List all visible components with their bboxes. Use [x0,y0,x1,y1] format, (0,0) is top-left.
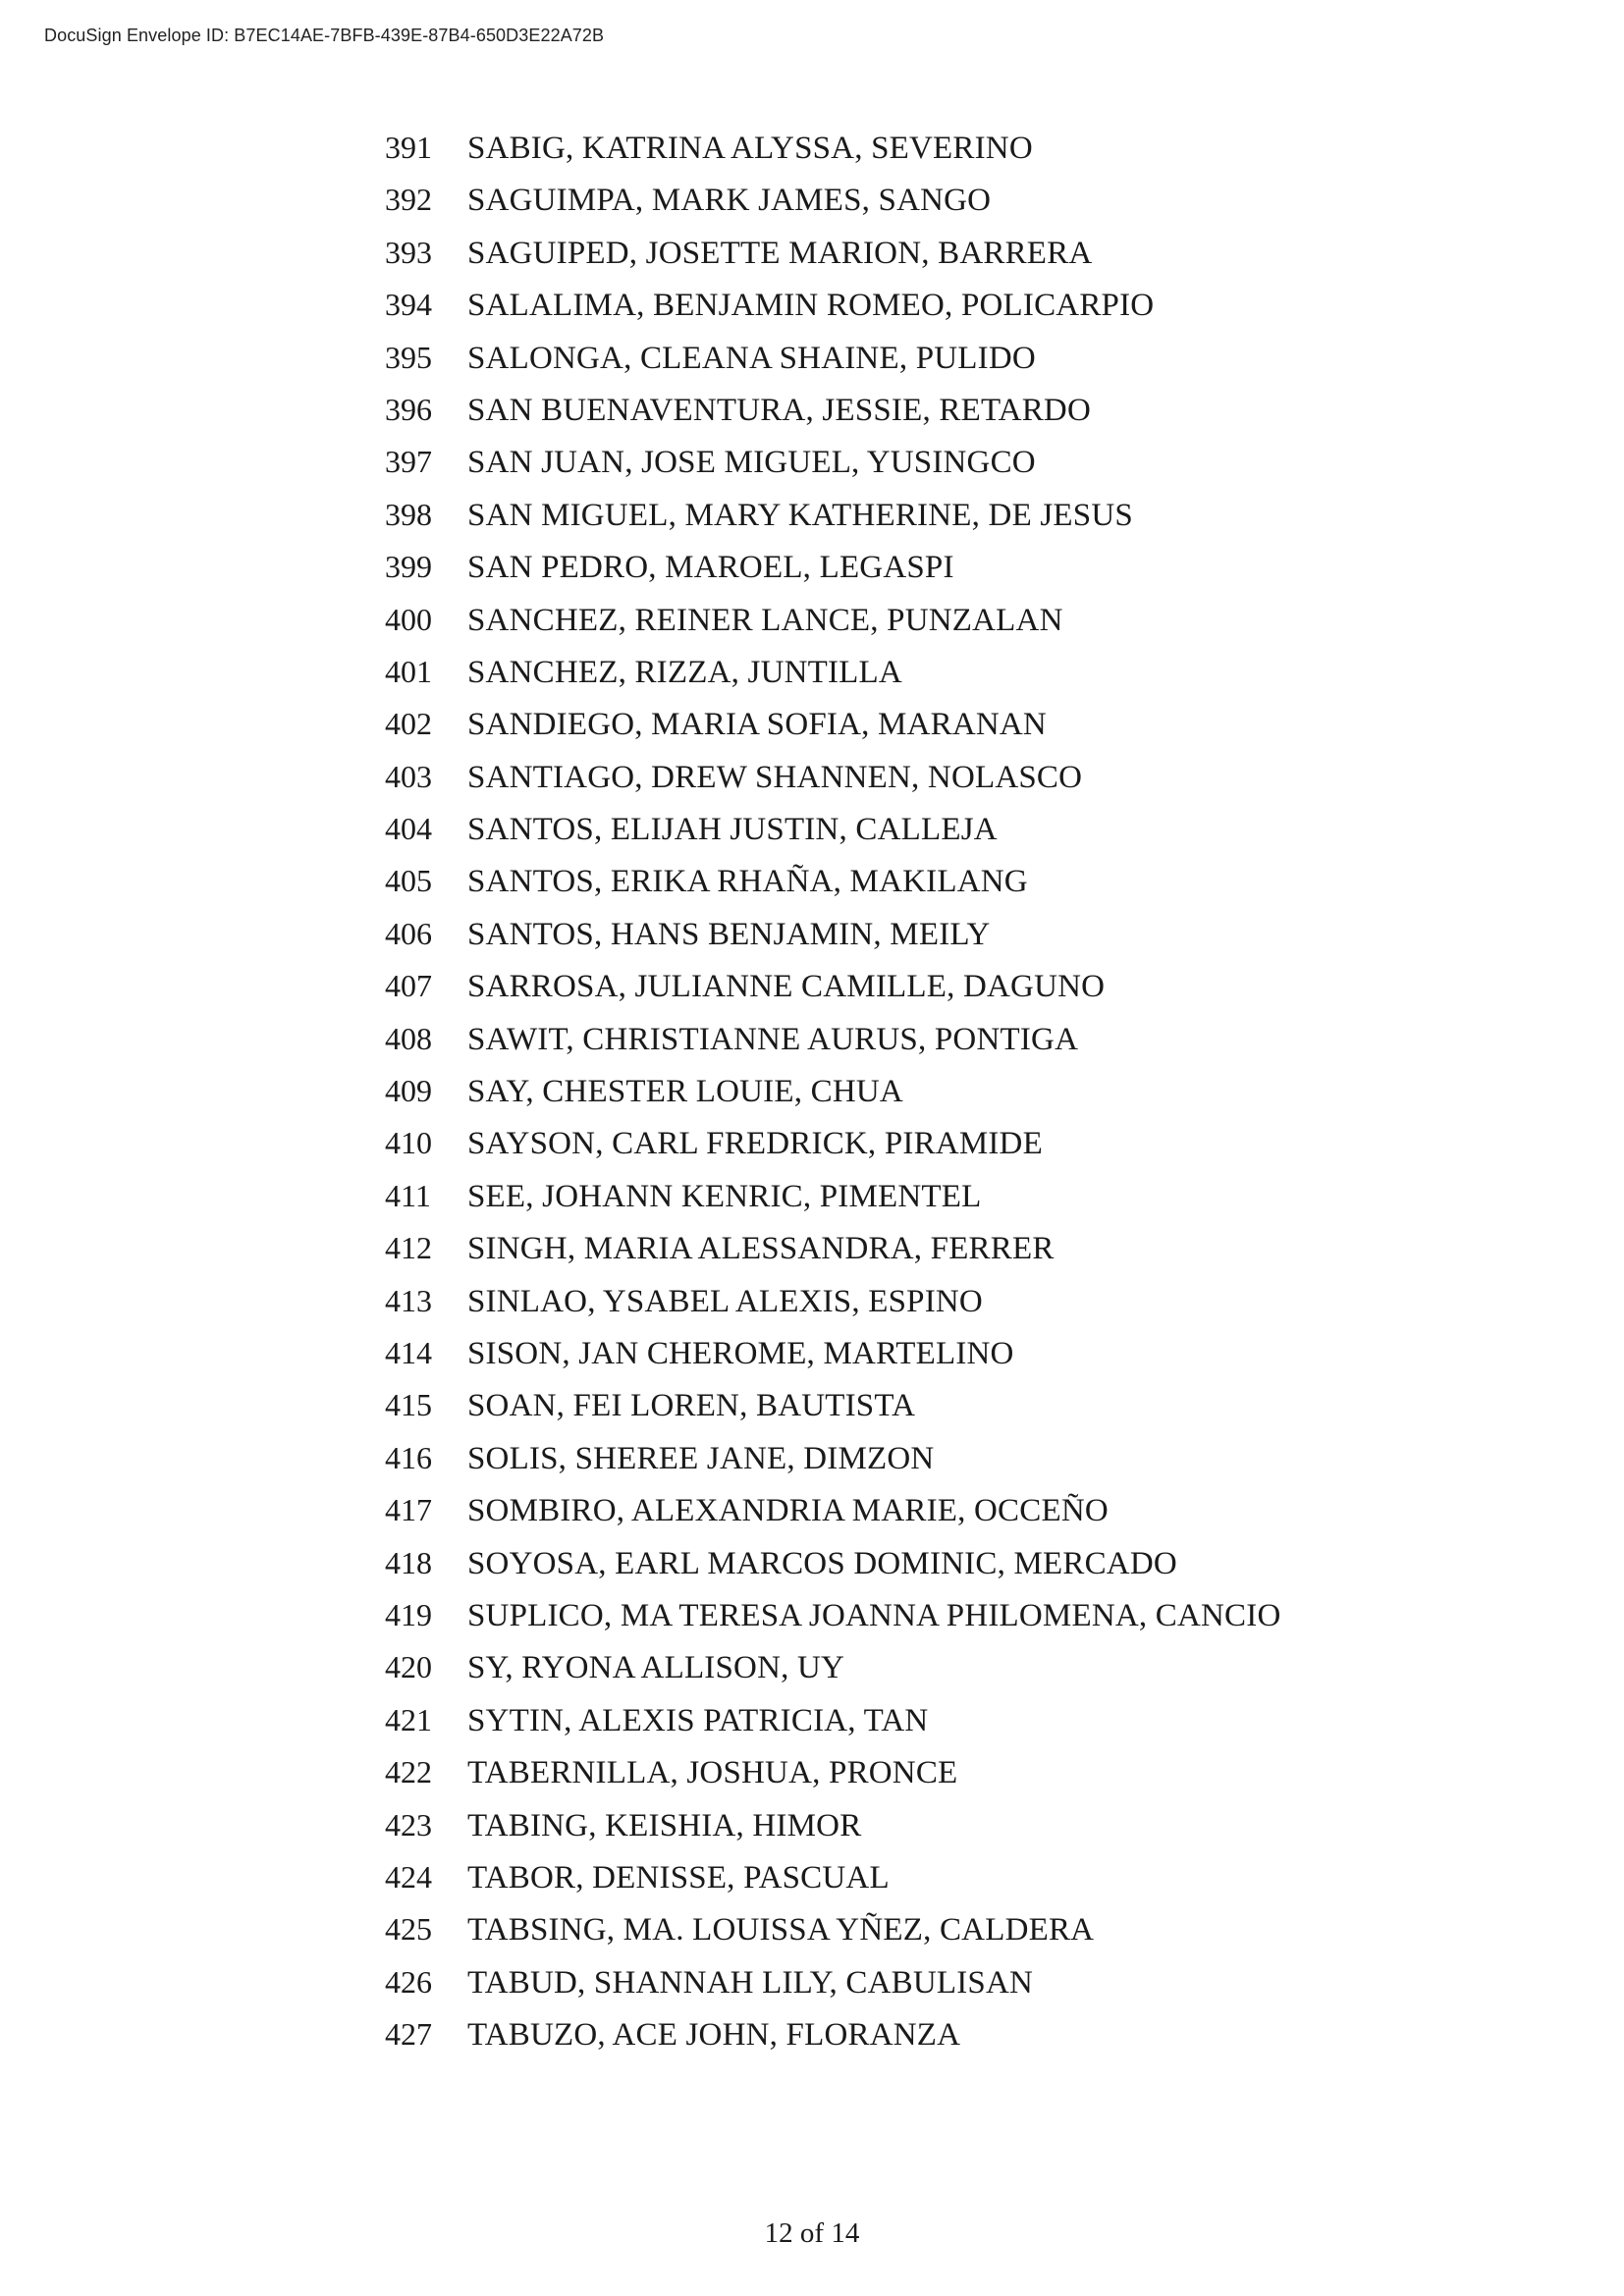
entry-name: SANTIAGO, DREW SHANNEN, NOLASCO [467,759,1083,795]
entry-number: 393 [385,234,432,270]
entry-name: SOAN, FEI LOREN, BAUTISTA [467,1388,916,1424]
list-item [385,384,1281,436]
entry-name: SY, RYONA ALLISON, UY [467,1650,845,1686]
entry-number: 399 [385,549,432,585]
list-item [385,960,1281,1012]
page-number: 12 of 14 [764,2217,860,2249]
entry-name: SARROSA, JULIANNE CAMILLE, DAGUNO [467,969,1106,1005]
list-item [385,1170,1281,1222]
entry-number: 396 [385,391,432,427]
entry-name: SAN MIGUEL, MARY KATHERINE, DE JESUS [467,497,1133,533]
list-item [385,646,1281,698]
list-item [385,541,1281,593]
list-item [385,1851,1281,1903]
entry-number: 424 [385,1858,432,1895]
entry-number: 421 [385,1701,432,1737]
entry-name: TABSING, MA. LOUISSA YÑEZ, CALDERA [467,1912,1095,1949]
list-item [385,1956,1281,2008]
list-item [385,122,1281,174]
entry-number: 398 [385,496,432,532]
entry-number: 400 [385,601,432,637]
entry-number: 409 [385,1073,432,1109]
entry-name: TABUD, SHANNAH LILY, CABULISAN [467,1964,1034,2001]
entry-name: SANTOS, ELIJAH JUSTIN, CALLEJA [467,812,998,848]
list-item [385,803,1281,855]
name-list [385,122,1281,2060]
list-item [385,174,1281,226]
entry-name: SANTOS, HANS BENJAMIN, MEILY [467,916,991,952]
list-item [385,1641,1281,1693]
entry-number: 413 [385,1282,432,1318]
list-item [385,1117,1281,1169]
entry-number: 426 [385,1963,432,2000]
list-item [385,1799,1281,1851]
entry-number: 408 [385,1020,432,1056]
entry-number: 420 [385,1649,432,1685]
list-item [385,1589,1281,1641]
list-item [385,1065,1281,1117]
list-item [385,1694,1281,1746]
list-item [385,279,1281,331]
entry-number: 394 [385,287,432,323]
entry-name: SOYOSA, EARL MARCOS DOMINIC, MERCADO [467,1545,1177,1581]
entry-name: SAY, CHESTER LOUIE, CHUA [467,1074,903,1110]
docusign-envelope-id: DocuSign Envelope ID: B7EC14AE-7BFB-439E-87B4-650D3E22A72B [44,26,605,45]
list-item [385,1484,1281,1536]
entry-number: 395 [385,339,432,375]
entry-number: 410 [385,1125,432,1161]
entry-number: 423 [385,1806,432,1842]
entry-number: 427 [385,2016,432,2053]
entry-name: SAN PEDRO, MAROEL, LEGASPI [467,550,954,586]
list-item [385,1537,1281,1589]
entry-name: SANDIEGO, MARIA SOFIA, MARANAN [467,707,1047,743]
entry-name: SAYSON, CARL FREDRICK, PIRAMIDE [467,1126,1043,1162]
entry-name: SAN BUENAVENTURA, JESSIE, RETARDO [467,392,1091,428]
list-item [385,1379,1281,1431]
entry-name: SALONGA, CLEANA SHAINE, PULIDO [467,340,1036,376]
list-item [385,855,1281,907]
list-item [385,1275,1281,1327]
entry-name: SOLIS, SHEREE JANE, DIMZON [467,1440,935,1476]
entry-name: SANCHEZ, REINER LANCE, PUNZALAN [467,602,1063,638]
list-item [385,751,1281,803]
entry-number: 392 [385,182,432,218]
entry-number: 412 [385,1230,432,1266]
entry-name: SAGUIPED, JOSETTE MARION, BARRERA [467,235,1093,271]
entry-name: SANCHEZ, RIZZA, JUNTILLA [467,654,902,690]
entry-name: SYTIN, ALEXIS PATRICIA, TAN [467,1702,929,1738]
list-item [385,594,1281,646]
entry-name: SAGUIMPA, MARK JAMES, SANGO [467,183,992,219]
entry-name: SANTOS, ERIKA RHAÑA, MAKILANG [467,864,1028,900]
entry-name: SABIG, KATRINA ALYSSA, SEVERINO [467,131,1033,166]
entry-number: 401 [385,653,432,689]
entry-number: 404 [385,811,432,847]
entry-name: SAN JUAN, JOSE MIGUEL, YUSINGCO [467,445,1036,481]
entry-number: 418 [385,1544,432,1580]
list-item [385,332,1281,384]
entry-name: SINGH, MARIA ALESSANDRA, FERRER [467,1231,1055,1267]
entry-name: SINLAO, YSABEL ALEXIS, ESPINO [467,1283,983,1319]
entry-name: SALALIMA, BENJAMIN ROMEO, POLICARPIO [467,288,1155,324]
list-item [385,227,1281,279]
entry-name: SUPLICO, MA TERESA JOANNA PHILOMENA, CANCIO [467,1597,1281,1633]
list-item [385,489,1281,541]
entry-number: 416 [385,1439,432,1475]
entry-number: 406 [385,915,432,951]
entry-number: 415 [385,1387,432,1423]
entry-name: SAWIT, CHRISTIANNE AURUS, PONTIGA [467,1021,1079,1057]
list-item [385,1013,1281,1065]
list-item [385,1222,1281,1274]
entry-name: TABERNILLA, JOSHUA, PRONCE [467,1755,958,1791]
list-item [385,698,1281,750]
list-item [385,908,1281,960]
entry-number: 411 [385,1177,431,1213]
entry-number: 419 [385,1596,432,1632]
entry-name: TABING, KEISHIA, HIMOR [467,1807,862,1843]
entry-number: 391 [385,130,432,165]
entry-number: 407 [385,968,432,1004]
list-item [385,436,1281,488]
entry-number: 402 [385,706,432,742]
entry-name: SEE, JOHANN KENRIC, PIMENTEL [467,1178,982,1214]
entry-name: TABOR, DENISSE, PASCUAL [467,1859,890,1896]
entry-number: 397 [385,444,432,480]
entry-name: TABUZO, ACE JOHN, FLORANZA [467,2017,961,2054]
list-item [385,1746,1281,1798]
list-item [385,1327,1281,1379]
entry-number: 422 [385,1754,432,1790]
entry-number: 425 [385,1911,432,1948]
entry-name: SOMBIRO, ALEXANDRIA MARIE, OCCEÑO [467,1493,1109,1529]
entry-name: SISON, JAN CHEROME, MARTELINO [467,1335,1014,1371]
entry-number: 403 [385,758,432,794]
list-item [385,1432,1281,1484]
entry-number: 414 [385,1334,432,1370]
list-item [385,2008,1281,2060]
entry-number: 405 [385,863,432,899]
entry-number: 417 [385,1492,432,1528]
list-item [385,1903,1281,1955]
